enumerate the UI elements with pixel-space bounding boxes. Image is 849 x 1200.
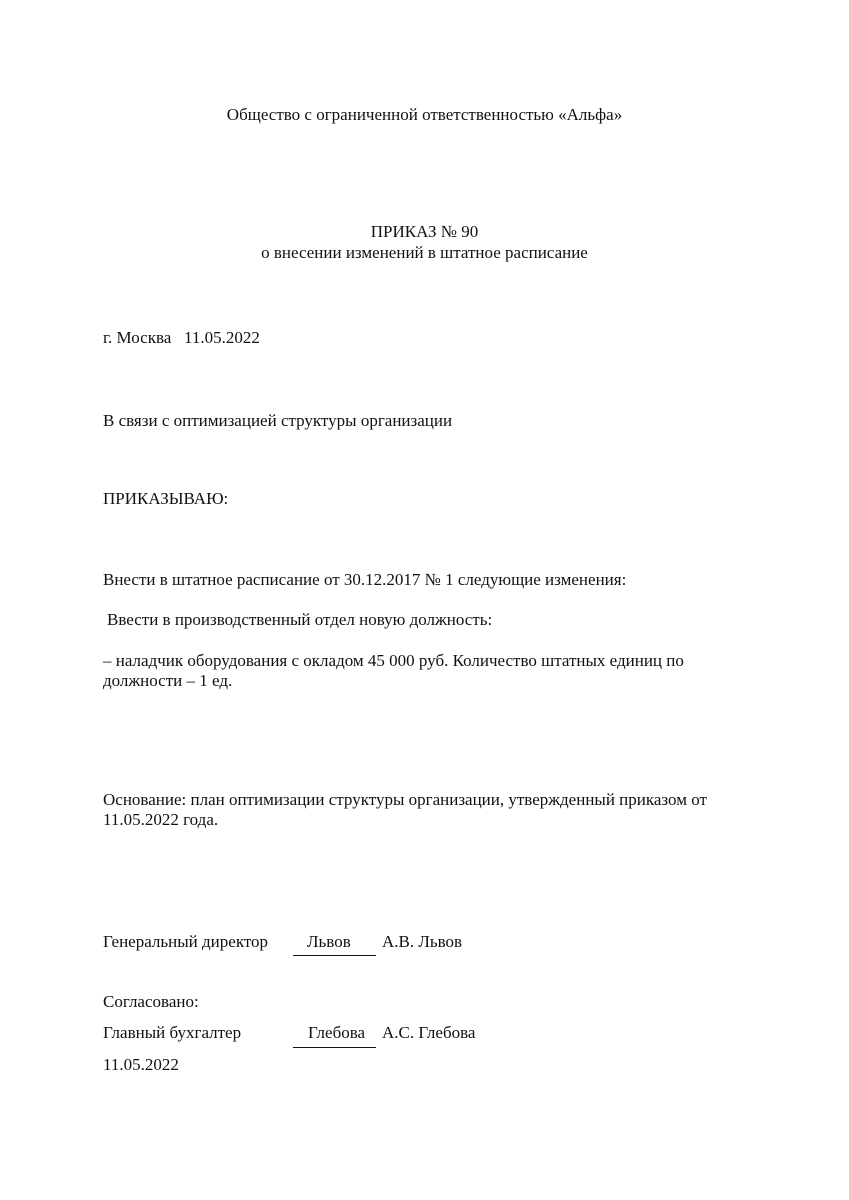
city: г. Москва [103,328,172,347]
body-paragraph-3-line-1: – наладчик оборудования с окладом 45 000 руб. Количество штатных единиц по [103,651,684,670]
agreed-date: 11.05.2022 [103,1055,179,1074]
director-signature-line [293,955,376,956]
director-position: Генеральный директор [103,932,269,951]
order-subtitle: о внесении изменений в штатное расписание [261,243,588,262]
basis-line-1: Основание: план оптимизации структуры организации, утвержденный приказом от [103,790,707,809]
accountant-signature-line [293,1047,376,1048]
order-date: 11.05.2022 [184,328,260,347]
organization-name: Общество с ограниченной ответственностью «Альфа» [226,105,623,124]
director-signature: Львов [307,932,351,951]
body-paragraph-3-line-2: должности – 1 ед. [103,671,233,690]
body-paragraph-2: Ввести в производственный отдел новую должность: [107,610,493,629]
accountant-signature: Глебова [308,1023,366,1042]
order-title: ПРИКАЗ № 90 [370,222,479,241]
basis-line-2: 11.05.2022 года. [103,810,219,829]
accountant-name: А.С. Глебова [382,1023,476,1042]
body-paragraph-1: Внести в штатное расписание от 30.12.2017 № 1 следующие изменения: [103,570,627,589]
preamble: В связи с оптимизацией структуры организации [103,411,453,430]
accountant-position: Главный бухгалтер [103,1023,242,1042]
command: ПРИКАЗЫВАЮ: [103,489,229,508]
director-name: А.В. Львов [382,932,463,951]
agreed-label: Согласовано: [103,992,199,1011]
